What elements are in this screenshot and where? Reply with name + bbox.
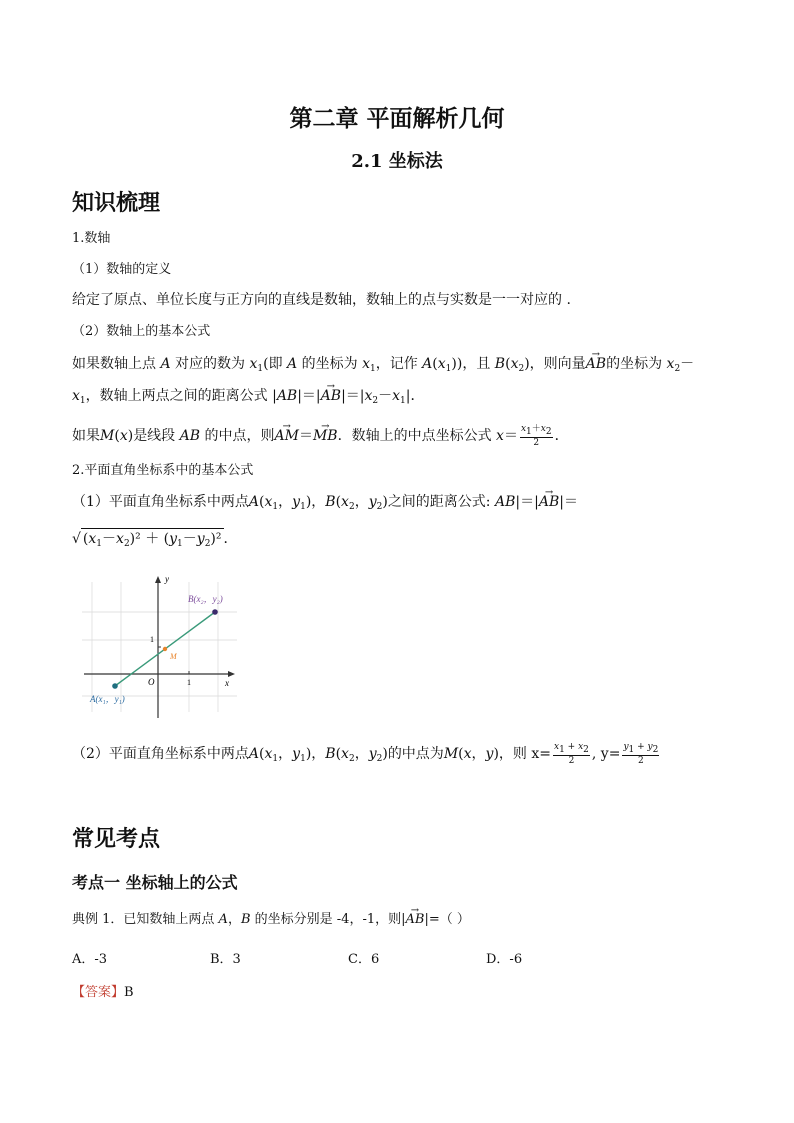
text: ，则 x= xyxy=(498,746,551,762)
distance-formula-line2: √ $(x_1-x_2)^2 + (y_1-y_2)^2$ ． xyxy=(72,528,238,554)
text: 典例 1．已知数轴上两点 xyxy=(72,912,219,927)
answer-line xyxy=(72,983,134,1003)
option-d[interactable]: D．-6 xyxy=(486,952,523,967)
label-tick-y: 1 xyxy=(150,635,154,644)
text: ，数轴上两点之间的距离公式 | xyxy=(85,388,277,404)
text: 之间的距离公式: xyxy=(387,494,491,510)
text: 的中点为 xyxy=(387,746,444,762)
topic1-heading: 考点一 坐标轴上的公式 xyxy=(72,873,238,892)
text: 的坐标为 xyxy=(297,356,363,372)
answer-value: B xyxy=(124,985,134,1000)
option-b[interactable]: B．3 xyxy=(210,952,241,967)
text: 如果数轴上点 xyxy=(72,356,161,372)
item1-sub2: （2）数轴上的基本公式 xyxy=(72,324,211,339)
text: 是线段 xyxy=(133,428,180,444)
label-origin: O xyxy=(148,677,155,687)
option-c[interactable]: C．6 xyxy=(348,952,380,967)
label-tick-x: 1 xyxy=(187,678,191,687)
item1-heading: 1.数轴 xyxy=(72,231,111,246)
item1-definition: 给定了原点、单位长度与正方向的直线是数轴，数轴上的点与实数是一一对应的 . xyxy=(72,292,571,308)
axis-formula-line2: $x_1$，数轴上两点之间的距离公式 $|AB|=|\to AB|=|x_2-x_1|$． xyxy=(72,386,425,411)
example1-question: 典例 1．已知数轴上两点 A，B 的坐标分别是 -4，-1，则|→ AB|=（ ） xyxy=(72,910,470,930)
axis-formula-line1: 如果数轴上点 A 对应的数为 $x_1$(即 A 的坐标为 $x_1$，记作 $A(x_1)$)，且 $B(x_2)$，则向量→ AB的坐标为 $x_2-$ xyxy=(72,354,694,379)
text: 对应的数为 xyxy=(170,356,250,372)
text: ，记作 xyxy=(375,356,423,372)
label-b: B(x₂，y₂) xyxy=(188,594,223,604)
midpoint-formula-line: 如果M(x)是线段 AB 的中点，则→ AM＝→ MB．数轴上的中点坐标公式 x＝ $\frac{x_1+x_2}{2}$ ． xyxy=(72,424,569,448)
label-y: y xyxy=(165,574,169,584)
label-a: A(x₁，y₁) xyxy=(90,694,125,704)
exam-heading: 常见考点 xyxy=(72,826,161,852)
text: （2）平面直角坐标系中两点 xyxy=(72,746,249,762)
text: 的中点，则 xyxy=(200,428,275,444)
text: （1）平面直角坐标系中两点 xyxy=(72,494,249,510)
text: 如果 xyxy=(72,428,100,444)
point-m xyxy=(163,647,167,651)
knowledge-heading: 知识梳理 xyxy=(72,190,161,216)
answer-tag: 【答案】 xyxy=(72,985,125,1000)
text: 的坐标分别是 -4，-1，则 xyxy=(250,912,402,927)
point-b xyxy=(212,609,218,615)
chapter-title: 第二章 平面解析几何 xyxy=(289,105,505,132)
midpoint-plane-line: （2）平面直角坐标系中两点$A(x_1$，$y_1$)，$B(x_2$，$y_2$)的中点为M(x，y)，则 x= $\frac{x_1 + x_2}{2}$ , y= $\frac{y_1 + y_2}{2}$ xyxy=(72,742,659,766)
item1-sub1: （1）数轴的定义 xyxy=(72,262,172,277)
y-axis-arrow-icon xyxy=(155,576,161,583)
text: ．数轴上的中点坐标公式 xyxy=(337,428,497,444)
text: ，则向量 xyxy=(529,356,586,372)
section-title: 2.1 坐标法 xyxy=(351,151,443,172)
text: ，且 xyxy=(462,356,495,372)
option-a[interactable]: A．-3 xyxy=(72,952,108,967)
distance-formula-line1: （1）平面直角坐标系中两点$A(x_1$，$y_1$)，$B(x_2$，$y_2$)之间的距离公式: AB|＝|→ AB|＝ xyxy=(72,492,578,517)
coordinate-figure xyxy=(72,572,252,720)
label-m: M xyxy=(170,652,177,661)
x-axis-arrow-icon xyxy=(228,671,235,677)
point-a xyxy=(112,683,118,689)
item2-heading: 2.平面直角坐标系中的基本公式 xyxy=(72,463,254,478)
text: 的坐标为 xyxy=(606,356,667,372)
text: =（ ） xyxy=(428,912,470,927)
label-x: x xyxy=(225,678,229,688)
text: y= xyxy=(600,746,621,762)
text: (即 xyxy=(263,356,288,372)
